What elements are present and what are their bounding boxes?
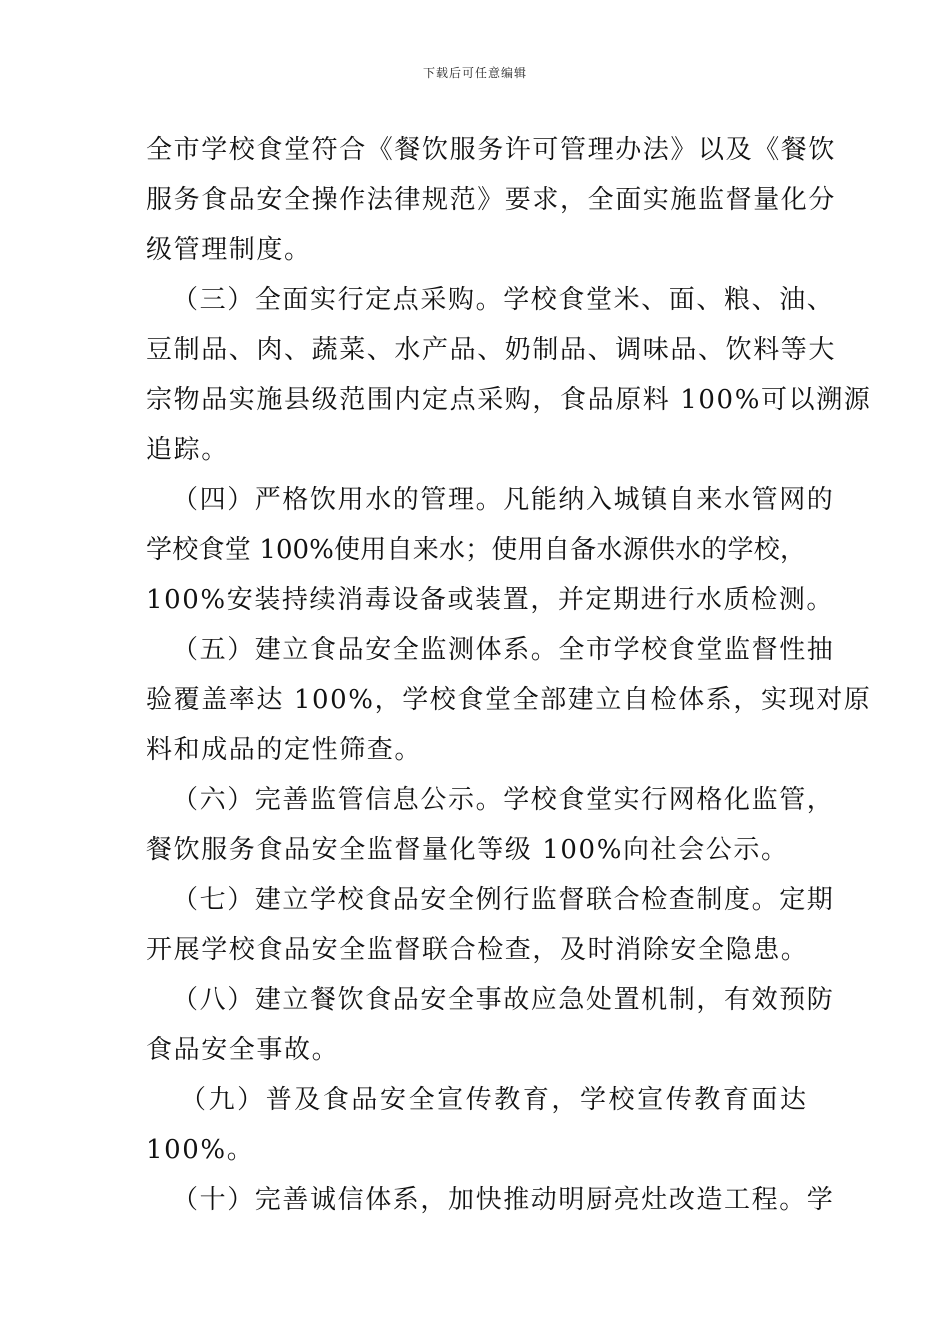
text-line: （十）完善诚信体系，加快推动明厨亮灶改造工程。学 [172,1185,835,1215]
text-line: 食品安全事故。 [146,1035,340,1065]
text-line: 服务食品安全操作法律规范》要求，全面实施监督量化分 [146,185,837,215]
text-line: 100%。 [146,1135,255,1165]
text-line: 验覆盖率达 100%，学校食堂全部建立自检体系，实现对原 [146,685,872,715]
text-line: （九）普及食品安全宣传教育，学校宣传教育面达 [180,1085,806,1115]
text-line: 开展学校食品安全监督联合检查，及时消除安全隐患。 [146,935,809,965]
text-line: （六）完善监管信息公示。学校食堂实行网格化监管， [172,785,835,815]
page-header: 下载后可任意编辑 [422,66,527,80]
text-line: 学校食堂 100%使用自来水；使用自备水源供水的学校， [146,535,806,565]
text-line: 追踪。 [146,435,229,465]
text-line: （七）建立学校食品安全例行监督联合检查制度。定期 [172,885,835,915]
text-line: 级管理制度。 [146,235,312,265]
text-line: 全市学校食堂符合《餐饮服务许可管理办法》以及《餐饮 [146,135,837,165]
text-line: 100%安装持续消毒设备或装置，并定期进行水质检测。 [146,585,834,615]
text-line: 宗物品实施县级范围内定点采购，食品原料 100%可以溯源 [146,385,872,415]
text-line: 豆制品、肉、蔬菜、水产品、奶制品、调味品、饮料等大 [146,335,837,365]
text-line: 料和成品的定性筛查。 [146,735,423,765]
text-line: （八）建立餐饮食品安全事故应急处置机制，有效预防 [172,985,835,1015]
text-line: （四）严格饮用水的管理。凡能纳入城镇自来水管网的 [172,485,835,515]
text-line: 餐饮服务食品安全监督量化等级 100%向社会公示。 [146,835,789,865]
text-line: （五）建立食品安全监测体系。全市学校食堂监督性抽 [172,635,835,665]
text-line: （三）全面实行定点采购。学校食堂米、面、粮、油、 [172,285,835,315]
